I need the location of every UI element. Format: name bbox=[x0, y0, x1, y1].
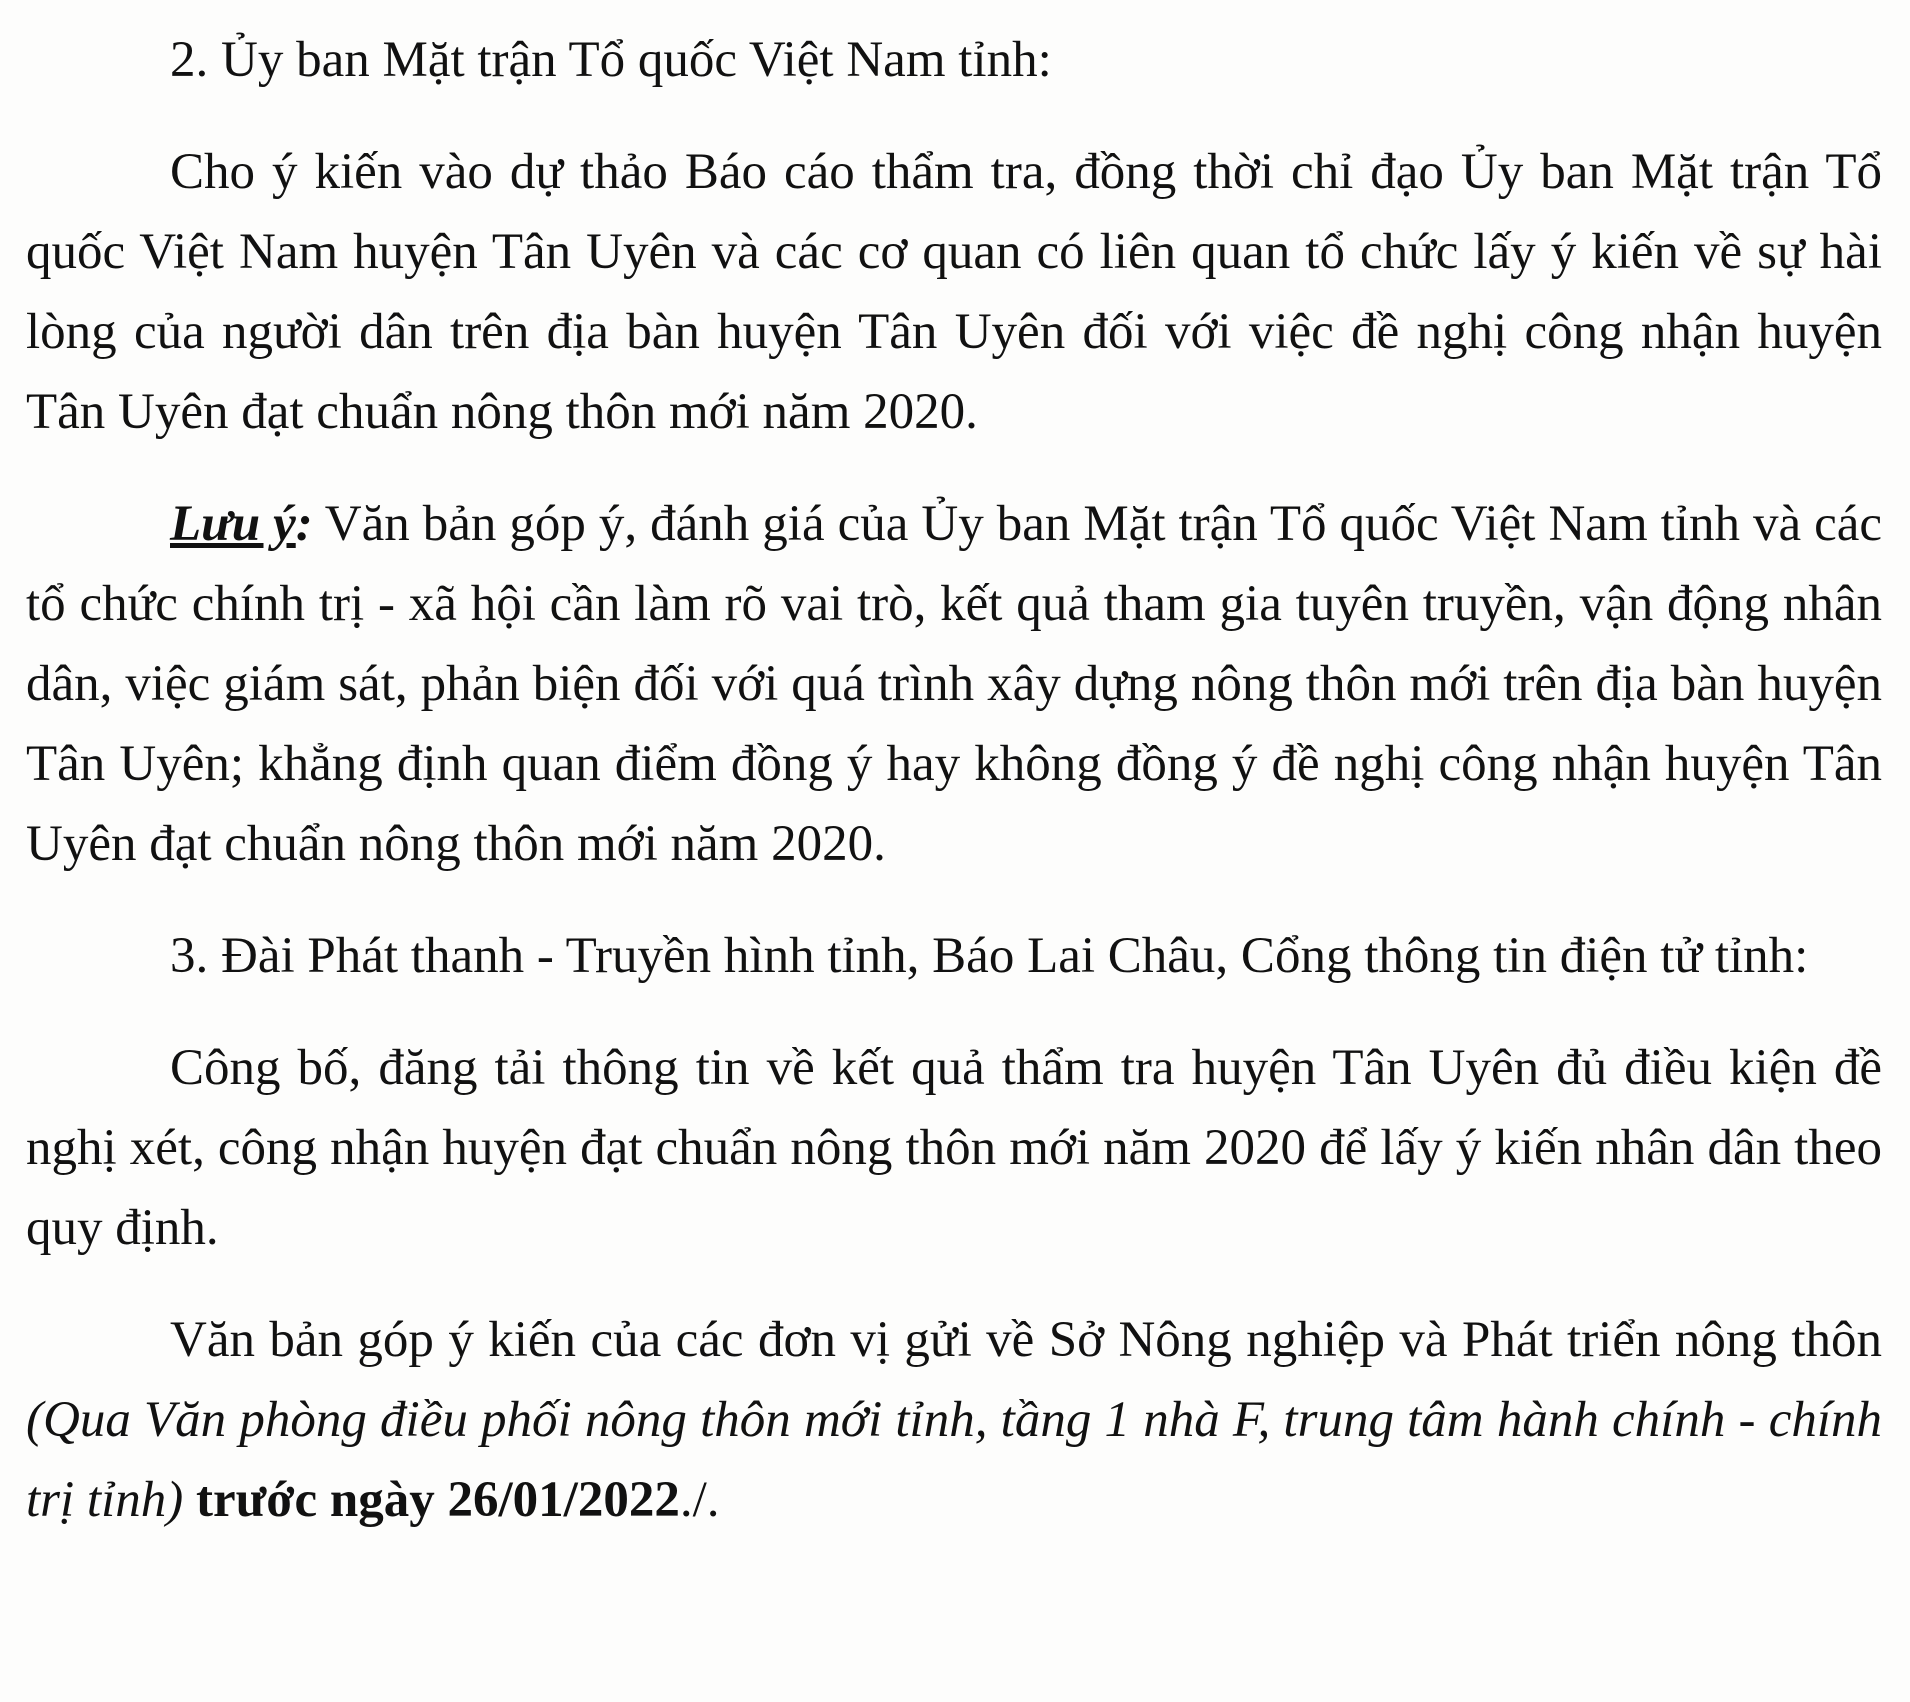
closing-lead: Văn bản góp ý kiến của các đơn vị gửi về Sở Nông nghiệp và Phát triển nông thôn bbox=[170, 1312, 1882, 1368]
note-body: Văn bản góp ý, đánh giá của Ủy ban Mặt trận Tổ quốc Việt Nam tỉnh và các tổ chức chính trị - xã hội cần làm rõ vai trò, kết quả tham gia tuyên truyền, vận động nhân dân, việc giám sát, phản biện đối với quá trình xây dựng nông thôn mới trên địa bàn huyện Tân Uyên; khẳng định quan điểm đồng ý hay không đồng ý đề nghị công nhận huyện Tân Uyên đạt chuẩn nông thôn mới năm 2020. bbox=[26, 496, 1882, 872]
closing-paragraph bbox=[26, 1300, 1882, 1540]
closing-end: ./. bbox=[679, 1472, 720, 1528]
closing-deadline: trước ngày 26/01/2022 bbox=[183, 1472, 680, 1528]
section-3-body: Công bố, đăng tải thông tin về kết quả thẩm tra huyện Tân Uyên đủ điều kiện đề nghị xét, công nhận huyện đạt chuẩn nông thôn mới năm 2020 để lấy ý kiến nhân dân theo quy định. bbox=[26, 1040, 1882, 1256]
section-2-note bbox=[26, 484, 1882, 884]
note-colon: : bbox=[295, 496, 313, 552]
section-2-heading: 2. Ủy ban Mặt trận Tổ quốc Việt Nam tỉnh: bbox=[170, 32, 1052, 88]
section-3-heading: 3. Đài Phát thanh - Truyền hình tỉnh, Báo Lai Châu, Cổng thông tin điện tử tỉnh: bbox=[170, 928, 1809, 984]
document-body bbox=[26, 20, 1882, 1540]
note-label: Lưu ý bbox=[170, 496, 296, 552]
closing-address: (Qua Văn phòng điều phối nông thôn mới tỉnh, tầng 1 nhà F, trung tâm hành chính - chính trị tỉnh) bbox=[26, 1392, 1882, 1528]
section-2-body: Cho ý kiến vào dự thảo Báo cáo thẩm tra, đồng thời chỉ đạo Ủy ban Mặt trận Tổ quốc Việt Nam huyện Tân Uyên và các cơ quan có liên quan tổ chức lấy ý kiến về sự hài lòng của người dân trên địa bàn huyện Tân Uyên đối với việc đề nghị công nhận huyện Tân Uyên đạt chuẩn nông thôn mới năm 2020. bbox=[26, 144, 1882, 440]
